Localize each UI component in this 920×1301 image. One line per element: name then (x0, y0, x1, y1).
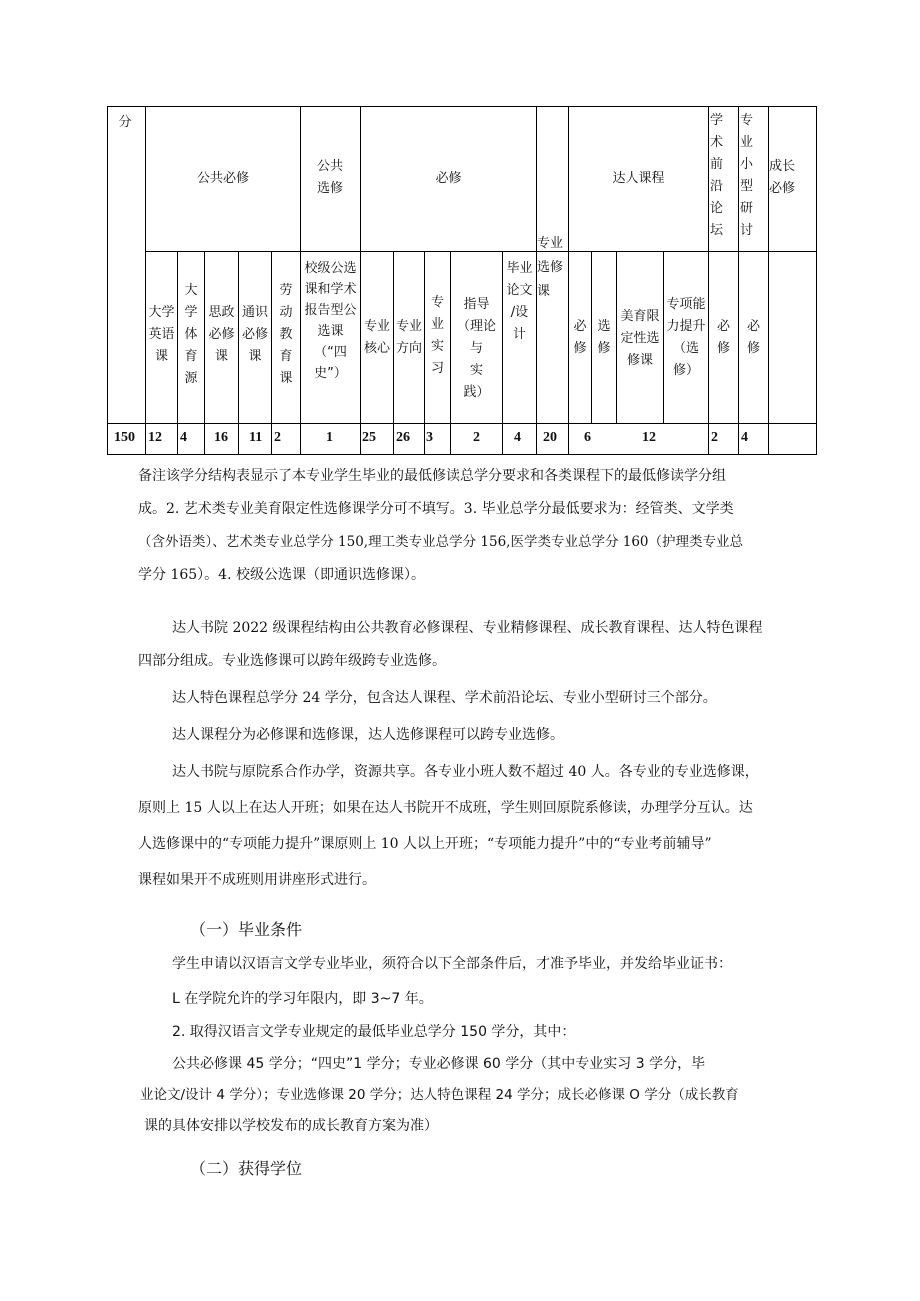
sub-practice: 专 业 实 习 (430, 295, 444, 376)
paragraph-4-line-4: 课程如果开不成班则用讲座形式进行。 (138, 872, 376, 888)
note-line-2: 成。2. 艺术类专业美育限定性选修课学分可不填写。3. 毕业总学分最低要求为：经管类、文学类 (138, 501, 734, 517)
header-growth-required: 成长 必修 (769, 159, 796, 196)
paragraph-1-line-1: 达人书院 2022 级课程结构由公共教育必修课程、专业精修课程、成长教育课程、达人特色课程 (172, 620, 763, 636)
section-1-line-5: 业论文/设计 4 学分）；专业选修课 20 学分；达人特色课程 24 学分；成长必修课 O 学分（成长教育 (140, 1087, 739, 1103)
note-line-3: （含外语类）、艺术类专业总学分 150,理工类专业总学分 156,医学类专业总学分 160（护理类专业总 (138, 534, 744, 550)
sub-politics: 思政 必修 课 (208, 305, 235, 364)
sub-seminar-required: 必 修 (746, 319, 760, 356)
sub-pe: 大 学 体 育 源 (184, 283, 198, 386)
value-direction: 26 (396, 430, 410, 445)
value-practice: 3 (426, 430, 433, 445)
paragraph-3: 达人课程分为必修课和选修课，达人选修课程可以跨专业选修。 (172, 727, 564, 743)
value-labor: 2 (274, 430, 281, 445)
sub-ability: 专项能 力提升 （选 修） (666, 297, 706, 378)
sub-general: 通识 必修 课 (241, 305, 268, 364)
header-required: 必修 (435, 171, 462, 186)
paragraph-4-line-3: 人选修课中的“专项能力提升”课原则上 10 人以上开班；“专项能力提升”中的“专业考前辅导” (138, 836, 712, 852)
sub-aesthetic: 美育限 定性选 修课 (620, 309, 660, 368)
sub-core: 专业 核心 (363, 319, 390, 356)
section-1-title: （一）毕业条件 (190, 920, 303, 939)
section-1-line-6: 课的具体安排以学校发布的成长教育方案为准） (144, 1118, 438, 1134)
value-english: 12 (148, 430, 162, 445)
sub-labor: 劳 动 教 育 课 (279, 283, 293, 386)
section-2-title: （二）获得学位 (190, 1159, 303, 1178)
value-general: 11 (249, 430, 263, 445)
header-public-required: 公共必修 (196, 171, 249, 186)
sub-direction: 专业 方向 (395, 319, 422, 356)
note-line-4: 学分 165）。4. 校级公选课（即通识选修课）。 (138, 567, 425, 583)
value-daren-elective: 12 (642, 430, 656, 445)
value-school-elective: 1 (326, 430, 333, 445)
sub-thesis: 毕业 论文 /设 计 (506, 261, 533, 342)
sub-guidance: 指导 （理论 与 实 践） (456, 297, 496, 400)
section-1-line-1: 学生申请以汉语言文学专业毕业，须符合以下全部条件后，才准予毕业，并发给毕业证书： (172, 956, 732, 972)
section-1-line-4: 公共必修课 45 学分；“四史”1 学分；专业必修课 60 学分（其中专业实习 3 学分，毕 (172, 1056, 706, 1072)
header-daren-courses: 达人课程 (612, 171, 665, 186)
section-1-line-2: L 在学院允许的学习年限内，即 3~7 年。 (172, 991, 433, 1007)
sub-school-elective: 校级公选 课和学术 报告型公 选课 （“四 史”） (304, 261, 357, 381)
value-guidance: 2 (473, 430, 480, 445)
header-major-elective: 专业 选修 课 (537, 236, 564, 299)
note-line-1: 备注该学分结构表显示了本专业学生毕业的最低修读总学分要求和各类课程下的最低修读学分组 (138, 468, 726, 484)
value-total: 150 (114, 430, 135, 445)
section-1-line-3: 2. 取得汉语言文学专业规定的最低毕业总学分 150 学分，其中： (172, 1024, 576, 1040)
paragraph-1-line-2: 四部分组成。专业选修课可以跨年级跨专业选修。 (138, 653, 446, 669)
header-public-elective: 公共 选修 (316, 159, 343, 196)
value-daren-required: 6 (584, 430, 591, 445)
sub-forum-required: 必 修 (716, 319, 730, 356)
header-credit: 分 (118, 115, 132, 130)
value-core: 25 (362, 430, 376, 445)
value-seminar: 4 (741, 430, 748, 445)
paragraph-4-line-2: 原则上 15 人以上在达人开班；如果在达人书院开不成班，学生则回原院系修读，办理学分互认。达 (138, 800, 753, 816)
value-pe: 4 (180, 430, 187, 445)
paragraph-2: 达人特色课程总学分 24 学分，包含达人课程、学术前沿论坛、专业小型研讨三个部分。 (172, 690, 717, 706)
paragraph-4-line-1: 达人书院与原院系合作办学，资源共享。各专业小班人数不超过 40 人。各专业的专业选修课， (172, 764, 759, 780)
sub-daren-required: 必 修 (573, 319, 587, 356)
header-seminar: 专 业 小 型 研 讨 (740, 113, 754, 238)
value-major-elective: 20 (543, 430, 557, 445)
header-academic-forum: 学 术 前 沿 论 坛 (710, 113, 724, 238)
value-forum: 2 (711, 430, 718, 445)
value-politics: 16 (214, 430, 228, 445)
sub-daren-elective: 选 修 (597, 319, 611, 356)
sub-english: 大学 英语 课 (148, 305, 175, 364)
value-thesis: 4 (514, 430, 521, 445)
